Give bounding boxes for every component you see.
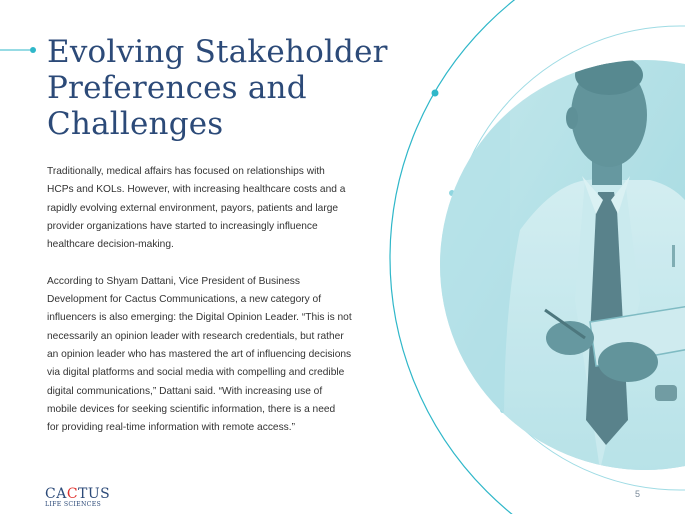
body-text — [47, 163, 352, 437]
page-number: 5 — [635, 489, 641, 499]
paragraph-1-line-5: healthcare decision-making. — [47, 239, 174, 251]
paragraph-2-line-1: According to Shyam Dattani, Vice President of Business — [47, 275, 300, 287]
logo-wordmark-accent: C — [66, 486, 79, 502]
paragraph-2-line-6: via digital platforms and social media with compelling and credible — [47, 367, 345, 379]
title-line-1: Evolving Stakeholder — [47, 34, 388, 70]
logo-wordmark-start: CA — [45, 486, 67, 502]
paragraph-2-line-9: for providing real-time information with remote access.” — [47, 422, 295, 434]
title-line-3: Challenges — [47, 106, 224, 142]
paragraph-2-line-2: Development for Cactus Communications, a new category of — [47, 294, 322, 306]
logo-wordmark — [45, 487, 115, 501]
arc-dot-1 — [432, 90, 439, 97]
title-accent-dot — [30, 47, 36, 53]
title-line-2: Preferences and — [47, 70, 307, 106]
paragraph-1-line-3: rapidly evolving external environment, payors, patients and large — [47, 202, 339, 214]
paragraph-2-line-4: necessarily an opinion leader with research credentials, but rather — [47, 330, 344, 342]
paragraph-1-line-2: HCPs and KOLs. However, with increasing healthcare costs and a — [47, 184, 346, 196]
doctor-with-tablet-photo — [430, 50, 685, 480]
paragraph-2-line-5: an opinion leader who has mastered the art of influencing decisions — [47, 348, 352, 360]
cactus-life-sciences-logo — [45, 487, 115, 509]
paragraph-gap — [47, 254, 347, 272]
logo-subtitle: LIFE SCIENCES — [45, 501, 102, 508]
paragraph-1-line-4: provider organizations have started to increasingly influence — [47, 220, 318, 232]
paragraph-1-line-1: Traditionally, medical affairs has focused on relationships with — [47, 166, 325, 177]
paragraph-2-line-8: mobile devices for seeking scientific information, there is a need — [47, 403, 336, 415]
paragraph-2-line-3: influencers is also emerging: the Digital Opinion Leader. “This is not — [47, 312, 352, 324]
paragraph-2-line-7: digital communications,” Dattani said. “With increasing use of — [47, 385, 323, 397]
logo-wordmark-end: TUS — [78, 486, 111, 502]
page-title — [47, 34, 387, 142]
